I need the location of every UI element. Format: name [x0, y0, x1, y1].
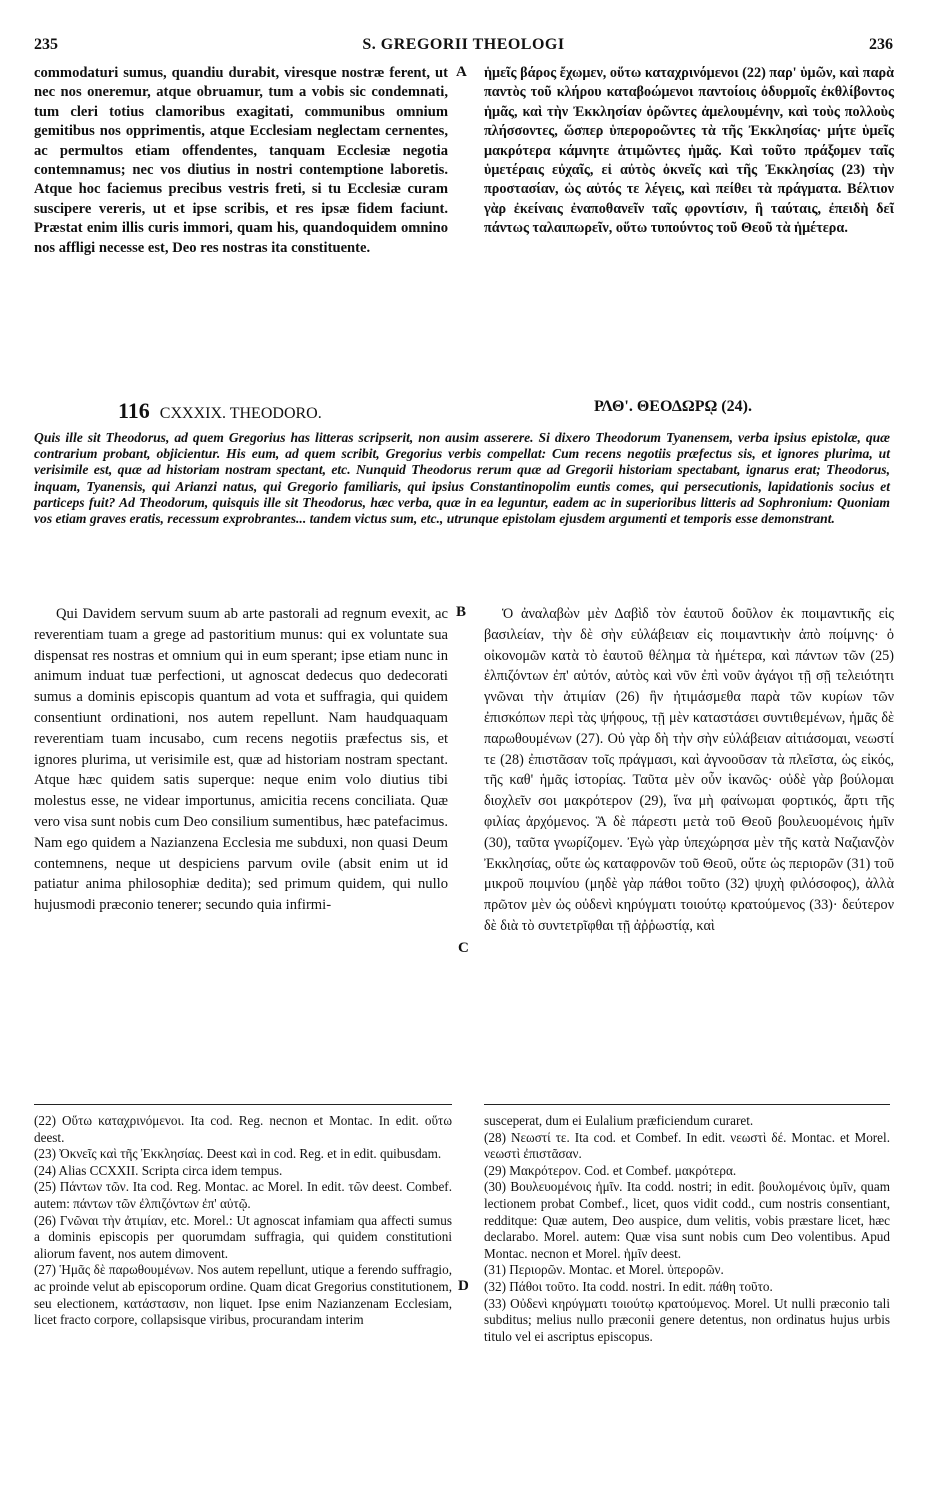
letter-latin-title: [118, 398, 322, 424]
margin-marker-c: C: [458, 940, 469, 956]
footnote: (33) Οὐδενὶ κηρύγματι τοιούτῳ κρατούμενος. Morel. Ut nulli præconio tali subditus; melius nullo præconii genere detentus, non ordinatus hujus urbis titulo vel ei ascriptus episcopus.: [484, 1295, 890, 1344]
footnote: (28) Νεωστί τε. Ita cod. et Combef. In edit. νεωστὶ δέ. Montac. et Morel. νεωστὶ ἐπιστᾶσαν.: [484, 1129, 890, 1162]
letter-greek-title: ΡΛΘ'. ΘΕΟΔΩΡῼ (24).: [594, 398, 752, 415]
footnote: (24) Alias CCXXII. Scripta circa idem tempus.: [34, 1162, 283, 1178]
footnote-rule-right: [484, 1104, 890, 1105]
footnote: (23) Ὀκνεῖς καὶ τῆς Ἐκκλησίας. Deest καὶ in cod. Reg. et in edit. quibusdam.: [34, 1146, 442, 1162]
footnote: (29) Μακρότερον. Cod. et Combef. μακρότερα.: [484, 1162, 737, 1178]
top-latin-text: commodaturi sumus, quandiu durabit, viresque nostræ ferent, ut nec nos oneremur, atque obruamur, tum a vobis sic condemnati, tum cleri totius clamoribus exagitati, communibus omnium gemitibus nos opprimentis, atque Ecclesiam neglectam cernentes, ac permultos etiam offendentes, tanquam Ecclesiæ negotia contemnamus; nec vos diutius in nostri contemptione laboretis. Atque hoc faciemus precibus vestris freti, si tu Ecclesiæ curam suscipere vereris, ut et ipse scribis, et res ipsæ fidem faciunt. Præstat enim illis curis immori, quam his, quandoquidem omnino nos affligi necesse est, Deo res nostras ita constituente.: [34, 65, 448, 256]
footnote-rule-left: [34, 1104, 452, 1105]
margin-marker-d: D: [458, 1278, 469, 1294]
footnote: (25) Πάντων τῶν. Ita cod. Reg. Montac. ac Morel. In edit. τῶν deest. Combef. autem: πάντων τῶν ἐλπιζόντων ἐπ' αὐτῷ.: [34, 1179, 452, 1211]
top-greek-text: ἡμεῖς βάρος ἔχωμεν, οὕτω καταχρινόμενοι (22) παρ' ὑμῶν, καὶ παρὰ παντὸς τοῦ κλήρου καταβοώμενοι παντοίοις ὀδυρμοῖς ἐκθλίβοντος ἡμᾶς, καὶ τὴν Ἐκκλησίαν ὁρῶντες ἀμελουμένην, καὶ τοὺς πολλοὺς πλήσσοντες, ὥσπερ ὑπεροροῶντες τὰ τῆς Ἐκκλησίας· μήτε ὑμεῖς μακρότερα κάμνητε ἀτιμῶντες ἡμᾶς. Καὶ τοῦτο πράξομεν ταῖς ὑμετέραις εὐχαῖς, εἰ αὐτὸς ὀκνεῖς καὶ τῆς Ἐκκλησίας (23) τὴν προστασίαν, ὡς αὐτός τε λέγεις, καὶ πείθει τὰ πράγματα. Βέλτιον γὰρ ἐκείναις ἐναποθανεῖν ταῖς φροντίσιν, ἢ ταύταις, ἐπειδὴ δεῖ πάντως ταλαιπωρεῖν, οὕτω τυπούντος τοῦ Θεοῦ τὰ ἡμέτερα.: [484, 65, 894, 237]
argument-paragraph: [34, 430, 890, 527]
margin-marker-b: B: [456, 604, 467, 620]
margin-marker-a: A: [456, 64, 467, 80]
running-title: S. GREGORII THEOLOGI: [362, 36, 565, 53]
footnote: (27) Ἡμᾶς δὲ παρωθουμένων. Nos autem repellunt, utique a ferendo suffragio, ac proinde velut ab episcoporum ordine. Quam dicat Gregorius constitutionem, seu electionem, κατάστασιν, non liquet. Ipse enim Nazianzenam Ecclesiam, licet fracto corpore, collapsisque viribus, procurandam interim: [34, 1262, 452, 1328]
footnote: (31) Περιορῶν. Montac. et Morel. ὑπερορῶν.: [484, 1262, 724, 1278]
footnote: susceperat, dum ei Eulalium præficiendum curaret.: [484, 1113, 754, 1128]
main-greek-text: Ὁ ἀναλαβὼν μὲν Δαβὶδ τὸν ἑαυτοῦ δοῦλον ἐκ ποιμαντικῆς εἰς βασιλείαν, τὴν δὲ σὴν εὐλάβειαν εἰς ποιμαντικὴν ἀπὸ ποίμνης· ὁ οἰκονομῶν κατὰ τὸ ἑαυτοῦ θέλημα τὰ ἡμέτερα, καὶ πάντων τῶν (25) ἐλπιζόντων ἐπ' αὐτόν, αὐτὸς καὶ νῦν ἐπὶ νοῦν ἀγάγοι τῇ σῇ τελειότητι γνῶναι τὴν ἀτιμίαν (26) ἣν ἠτιμάσμεθα παρὰ τῶν κυρίων τῶν ἐπισκόπων περὶ τὰς ψήφους, τῇ μὲν καταστάσει συντιθεμένων, ἡμᾶς δὲ παρωθουμένων (27). Οὐ γὰρ δὴ τὴν σὴν εὐλάβειαν αἰτιάσομαι, νεωστί τε (28) ἐπιστᾶσαν τοῖς πράγμασι, καὶ ἀγνοοῦσαν τὰ πλεῖστα, ὡς εἰκός, τῆς καθ' ἡμᾶς ἱστορίας. Ταῦτα μὲν οὖν ἱκανῶς· οὐδὲ γὰρ βούλομαι διοχλεῖν σοι μακρότερον (29), ἵνα μὴ φαίνωμαι φορτικός, ἄρτι τῆς φιλίας ἀρχόμενος. Ἃ δὲ πάρεστι μετὰ τοῦ Θεοῦ βουλευομένοις ἡμῖν (30), ταῦτα γνωρίζομεν. Ἐγὼ γὰρ ὑπεχώρησα μὲν τῆς κατὰ Ναζιανζὸν Ἐκκλησίας, οὔτε ὡς καταφρονῶν τοῦ Θεοῦ, οὔτε ὡς περιορῶν (31) τοῦ μικροῦ ποιμνίου (μηδὲ γὰρ πάθοι τοῦτο (32) ψυχὴ φιλόσοφος), ἀλλὰ πρῶτον μὲν ὡς οὐδενὶ κηρύγματι τοιούτῳ κρατούμενος (33)· δεύτερον δὲ διὰ τὸ συντετρῖφθαι τῇ ἀῤῥωστίᾳ, καὶ: [484, 606, 894, 934]
right-page-number: 236: [869, 36, 893, 53]
main-latin-text: Qui Davidem servum suum ab arte pastorali ad regnum evexit, ac reverentiam tuam a grege ad pastoritium munus: qui ex voluntate sua dispensat res nostras et omnium qui in eum sperant; ipse etiam nunc in animum induat tuæ perfectioni, ut agnoscat dedecus quo dedecorati sumus a dominis episcopis quantum ad vota et suffragia, qui quidem consentiunt ordinationi, nos autem repellunt. Nam haudquaquam reverentiam tuam incusabo, cum recens negotiis præfectus sis, et ignores plurima, ut verisimile est, quæ ad historiam nostram spectant. Atque hæc quidem satis superque: neque enim volo diutius tibi molestus esse, ne videar importunus, amicitia recens conciliata. Quæ vero visa sunt nobis cum Deo consilium sumentibus, hæc patefacimus. Nam ego quidem a Nazianzena Ecclesia me subduxi, non quasi Deum contemnens, neque ut despiciens parvum ovile (absit enim ut id patiatur anima philosophiæ dedita); sed primum quidem, qui nullo hujusmodi præconio tenerer; secundo quia infirmi-: [34, 606, 448, 914]
footnote: (30) Βουλευομένοις ἡμῖν. Ita codd. nostri; in edit. βουλομένοις ὑμῖν, quam lectionem probat Combef., licet, quos vidit codd., cum nostris consentiant, redditque: Quæ autem, Deo auspice, dum velitis, vobis præstare licet, hæc declarabo. Morel. autem: Quæ visa sunt nobis cum Deo volentibus. Apud Montac. necnon et Morel. ἡμῖν deest.: [484, 1179, 890, 1261]
footnotes-right: [484, 1113, 890, 1345]
footnote: (32) Πάθοι τοῦτο. Ita codd. nostri. In edit. πάθη τοῦτο.: [484, 1278, 773, 1294]
running-header: [34, 36, 893, 60]
argument-text: Quis ille sit Theodorus, ad quem Gregorius has litteras scripserit, non ausim asserere. Si dixero Theodorum Tyanensem, verba ipsius epistolæ, quæ contrarium probant, objicientur. His eum, ad quem scribit, Gregorius verbis compellat: Cum recens negotiis præfectus sis, et ignores plurima, ut verisimile est, quæ ad historiam nostram spectant, etc. Nunquid Theodorus rerum quæ ad Gregorii historiam spectabant, ignarus erat; Theodorus, inquam, Tyanensis, qui Arianzi natus, qui Gregorio familiaris, qui ipsius Constantinopolim euntis comes, qui persecutionis, lapidationis socius et particeps fuit? Ad Theodorum, quisquis ille sit Theodorus, hæc verba, quæ in ea leguntur, eadem ac in superioribus litteris ad Sophronium: Quoniam vos etiam graves eratis, recessum exprobrantes... tandem victus sum, etc., utrunque epistolam ejusdem argumenti et temporis esse demonstrant.: [34, 430, 890, 527]
footnotes-left: [34, 1113, 452, 1329]
left-page-number: 235: [34, 36, 58, 53]
footnote: (22) Οὕτω καταχρινόμενοι. Ita cod. Reg. necnon et Montac. In edit. οὕτω deest.: [34, 1113, 452, 1145]
footnote: (26) Γνῶναι τὴν ἀτιμίαν, etc. Morel.: Ut agnoscat infamiam qua affecti sumus a dominis episcopis per quorumdam suffragia, qui quidem constitutioni aliorum favent, nos autem dimovent.: [34, 1212, 452, 1261]
top-greek-column: [484, 64, 894, 239]
main-greek-column: [484, 604, 894, 937]
latin-title-text: CXXXIX. THEODORO.: [159, 405, 322, 422]
top-latin-column: [34, 64, 448, 258]
main-latin-column: [34, 604, 448, 916]
letter-number: 116: [118, 398, 150, 423]
